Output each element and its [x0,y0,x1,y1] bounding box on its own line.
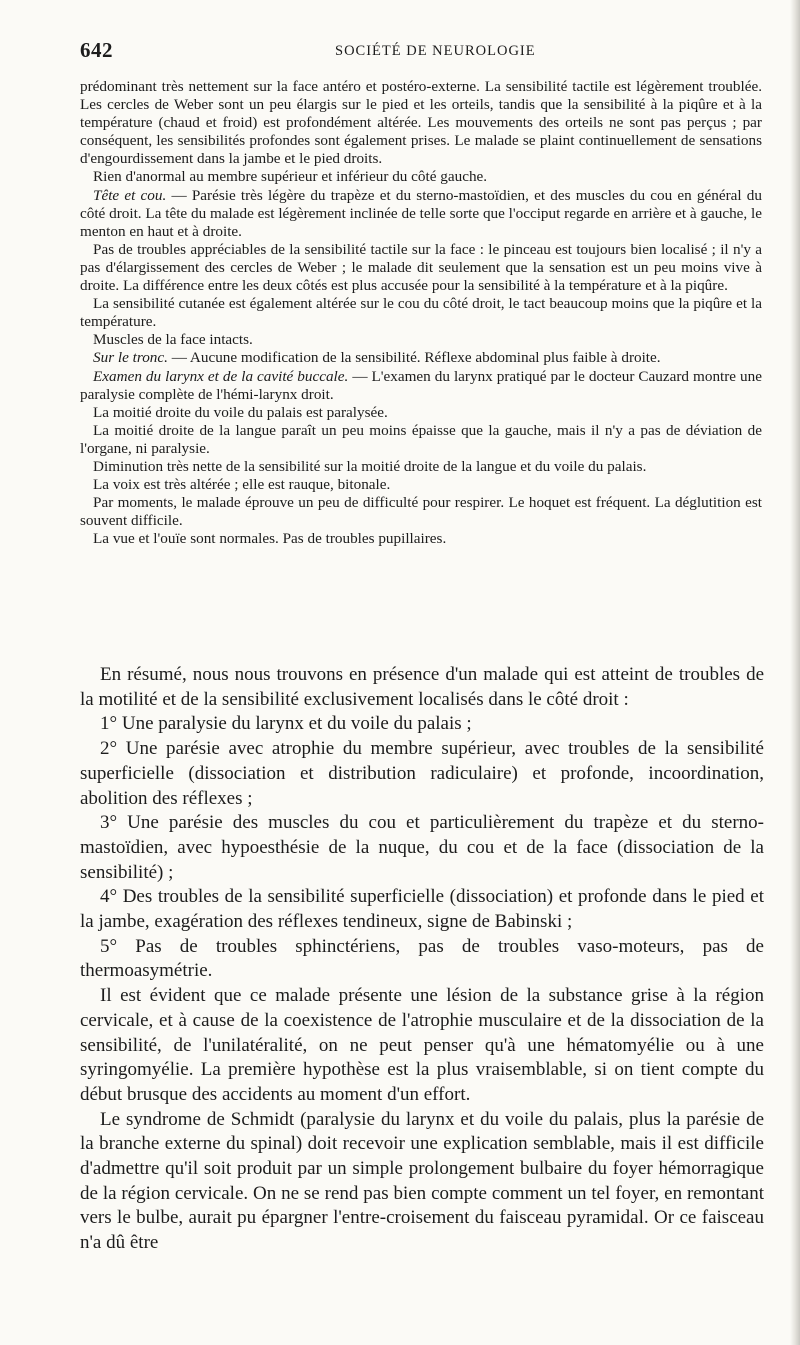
page-edge-shadow [790,0,800,1345]
page-number: 642 [80,38,113,62]
section-lead: Sur le tronc. [93,349,168,367]
case-paragraph: Rien d'anormal au membre supérieur et inférieur du côté gauche. [93,168,488,186]
case-paragraph: Examen du larynx et de la cavité buccale. — L'examen du larynx pratiqué par le docteur Cauzard montre une paralysie complète de l'hémi-larynx droit. [80,367,762,403]
case-paragraph: Sur le tronc. — Aucune modification de la sensibilité. Réflexe abdominal plus faible à droite. [93,349,661,367]
case-paragraph: Muscles de la face intacts. [93,331,253,349]
discussion-paragraph: Il est évident que ce malade présente une lésion de la substance grise à la région cervicale, et à cause de la coexistence de l'atrophie musculaire et de la dissociation de la sensibilité, de l'unilatéralité, on ne peut penser qu'à une hématomyélie ou à une syringomyélie. La première hypothèse est la plus vraisemblable, si on tient compte du début brusque des accidents au moment d'un effort. [80,985,764,1105]
case-paragraph: La moitié droite de la langue paraît un peu moins épaisse que la gauche, mais il n'y a pas de déviation de l'organe, ni paralysie. [80,421,762,457]
case-paragraph: Tête et cou. — Parésie très légère du trapèze et du sterno-mastoïdien, et des muscles du cou en général du côté droit. La tête du malade est légèrement inclinée de telle sorte que l'occiput regarde en arrière et à gauche, le menton en haut et à droite. [80,186,762,240]
summary-item: 1° Une paralysie du larynx et du voile du palais ; [100,713,472,735]
case-paragraph: Par moments, le malade éprouve un peu de difficulté pour respirer. Le hoquet est fréquent. La déglutition est souvent difficile. [80,494,762,530]
case-paragraph: La vue et l'ouïe sont normales. Pas de troubles pupillaires. [93,530,447,548]
case-notes-block [80,78,762,548]
summary-item: 3° Une parésie des muscles du cou et particulièrement du trapèze et du sterno-mastoïdien, avec hypoesthésie de la nuque, du cou et de la face (dissociation de la sensibilité) ; [80,812,764,883]
case-paragraph: La sensibilité cutanée est également altérée sur le cou du côté droit, le tact beaucoup moins que la piqûre et la température. [80,295,762,331]
case-paragraph: La voix est très altérée ; elle est rauque, bitonale. [93,476,391,494]
case-paragraph: prédominant très nettement sur la face antéro et postéro-externe. La sensibilité tactile est légèrement troublée. Les cercles de Weber sont un peu élargis sur le pied et les orteils, tandis que la sensibilité à la piqûre et à la température (chaud et froid) est profondément altérée. Les mouvements des orteils ne sont pas perçus ; par conséquent, les sensibilités profondes sont également prises. Le malade se plaint continuellement de sensations d'engourdissement dans la jambe et le pied droits. [80,78,762,168]
summary-paragraph: En résumé, nous nous trouvons en présence d'un malade qui est atteint de troubles de la motilité et de la sensibilité exclusivement localisés dans le côté droit : [80,664,764,710]
case-paragraph: Diminution très nette de la sensibilité sur la moitié droite de la langue et du voile du palais. [93,457,647,475]
summary-block [80,663,764,1256]
discussion-paragraph: Le syndrome de Schmidt (paralysie du larynx et du voile du palais, plus la parésie de la branche externe du spinal) doit recevoir une explication semblable, mais il est difficile d'admettre qu'il soit produit par un simple prolongement bulbaire du foyer hémorragique de la région cervicale. On ne se rend pas bien compte comment un tel foyer, en remontant vers le bulbe, aurait pu épargner l'entre-croisement du faisceau pyramidal. Or ce faisceau n'a dû être [80,1108,764,1254]
summary-item: 5° Pas de troubles sphinctériens, pas de troubles vaso-moteurs, pas de thermoasymétrie. [80,935,764,982]
case-paragraph: La moitié droite du voile du palais est paralysée. [93,403,388,421]
section-lead: Tête et cou. [93,186,167,204]
running-head: SOCIÉTÉ DE NEUROLOGIE [335,43,536,59]
summary-item: 2° Une parésie avec atrophie du membre supérieur, avec troubles de la sensibilité superficielle (dissociation et distribution radiculaire) et profonde, incoordination, abolition des réflexes ; [80,738,764,809]
summary-item: 4° Des troubles de la sensibilité superficielle (dissociation) et profonde dans le pied et la jambe, exagération des réflexes tendineux, signe de Babinski ; [80,886,764,933]
page-header [80,38,762,68]
case-paragraph: Pas de troubles appréciables de la sensibilité tactile sur la face : le pinceau est toujours bien localisé ; il n'y a pas d'élargissement des cercles de Weber ; le malade dit seulement que la sensation est un peu moins vive à droite. La différence entre les deux côtés est plus accusée pour la sensibilité à la température et à la piqûre. [80,240,762,295]
section-lead: Examen du larynx et de la cavité buccale. [93,367,349,385]
